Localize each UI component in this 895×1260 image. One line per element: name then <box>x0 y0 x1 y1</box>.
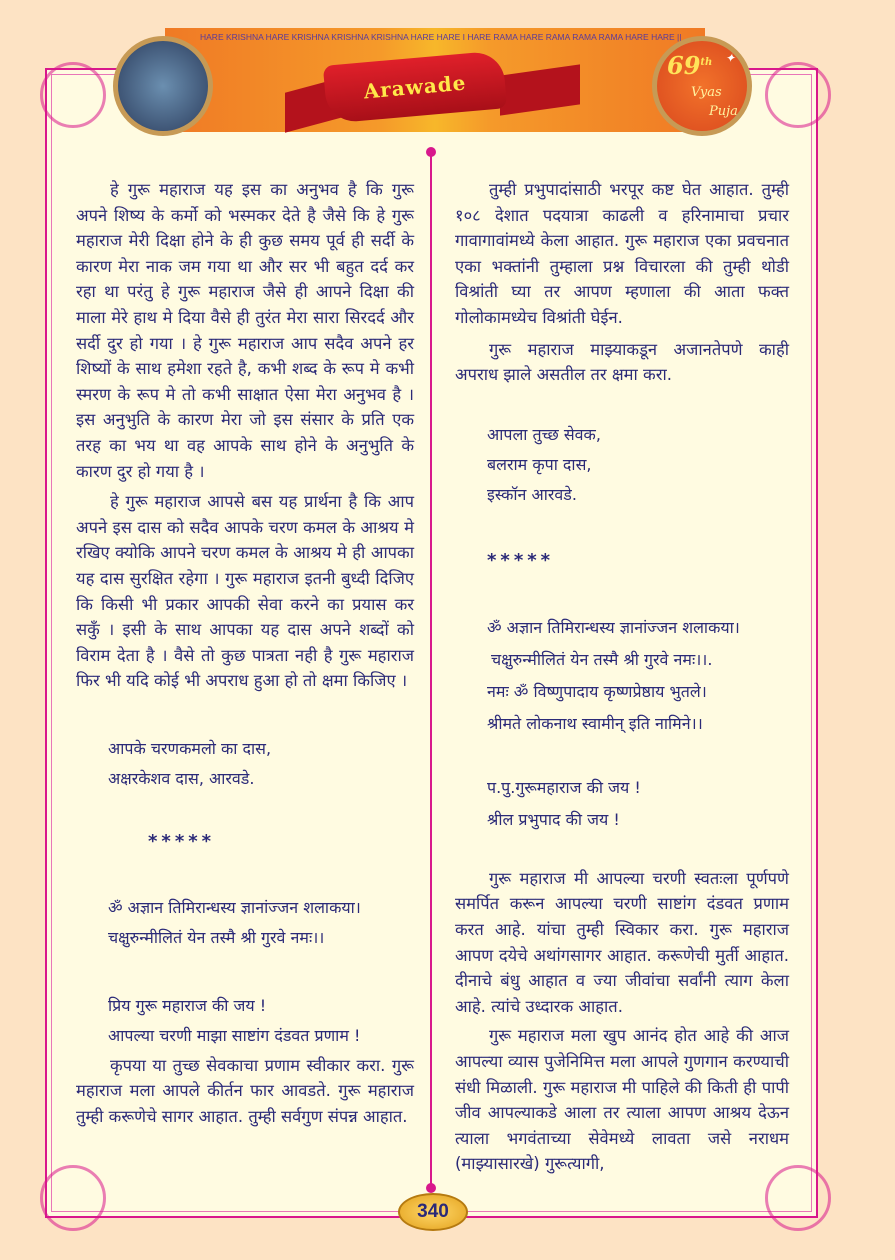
divider-dot <box>426 1183 436 1193</box>
right-signature-line: बलराम कृपा दास, <box>487 454 592 474</box>
right-signature-line: आपला तुच्छ सेवक, <box>487 424 601 444</box>
right-mantra-line: नमः ॐ विष्णुपादाय कृष्णप्रेष्ठाय भुतले। <box>487 681 707 701</box>
right-closing-line: श्रील प्रभुपाद की जय ! <box>487 809 620 829</box>
left-final-paragraph: कृपया या तुच्छ सेवकाचा प्रणाम स्वीकार करा. गुरू महाराज मला आपले कीर्तन फार आवडते. गुरू महाराज तुम्ही करूणेचे सागर आहात. तुम्ही सर्वगुण संपन्न आहात. <box>76 1055 414 1127</box>
right-final-paragraph-2: गुरू महाराज मला खुप आनंद होत आहे की आज आपल्या व्यास पुजेनिमित्त मला आपले गुणगान करण्याची संधी मिळाली. गुरू महाराज मी पाहिले की किती ही पापी जीव आपल्याकडे आला तर त्याला आपण आश्रय देऊन त्याला भगवंताच्या सेवेमध्ये लावता जसे नराधम (माझ्यासारखे) गुरूत्यागी, <box>455 1026 789 1174</box>
right-final-paragraph-1: गुरू महाराज मी आपल्या चरणी स्वतःला पूर्णपणे समर्पित करून आपल्या चरणी साष्टांग दंडवत प्रणाम करत आहे. यांचा तुम्ही स्विकार करा. गुरू महाराज आपण दयेचे अथांगसागर आहात. करूणेची मुर्ती आहात. दीनाचे बंधु आहात व ज्या जीवांचा सर्वांनी त्याग केला आहे. त्यांचे उध्दारक आहात. <box>455 868 789 1016</box>
badge-suffix: th <box>700 57 713 68</box>
badge-number-text: 69 <box>667 51 701 80</box>
left-closing-line: आपल्या चरणी माझा साष्टांग दंडवत प्रणाम ! <box>108 1025 361 1045</box>
divider-dot <box>426 147 436 157</box>
deity-medallion-image <box>113 36 213 136</box>
vyas-puja-badge <box>652 36 752 136</box>
corner-ornament <box>765 62 831 128</box>
badge-line2: Puja <box>709 104 738 119</box>
right-paragraph-1: तुम्ही प्रभुपादांसाठी भरपूर कष्ट घेत आहात. तुम्ही १०८ देशात पदयात्रा काढली व हरिनामाचा प्रचार गावागावांमध्ये केला आहात. गुरू महाराज एका प्रवचनात एका भक्तांनी तुम्हाला प्रश्न विचारला की तुम्ही थोडी विश्रांती घ्या तर आपण म्हणाला की आता फक्त गोलोकामध्येच विश्रांती घेईन. <box>455 180 789 327</box>
right-mantra-line: ॐ अज्ञान तिमिरान्धस्य ज्ञानांज्जन शलाकया। <box>487 617 740 637</box>
corner-ornament <box>40 62 106 128</box>
right-stars-separator: ***** <box>487 549 555 571</box>
sparkle-icon: ✦ <box>725 51 736 65</box>
left-closing-line: प्रिय गुरू महाराज की जय ! <box>108 995 267 1015</box>
right-mantra-line: श्रीमते लोकनाथ स्वामीन् इति नामिने।। <box>487 713 703 733</box>
badge-number <box>667 49 712 80</box>
right-paragraph-2: गुरू महाराज माझ्याकडून अजानतेपणे काही अपराध झाले असतील तर क्षमा करा. <box>455 339 789 385</box>
right-mantra-line: चक्षुरुन्मीलितं येन तस्मै श्री गुरवे नमः।।. <box>491 649 713 669</box>
left-paragraph-2: हे गुरू महाराज आपसे बस यह प्रार्थना है कि आप अपने इस दास को सदैव आपके चरण कमल के आश्रय मे रखिए क्योकि आपने चरण कमल के आश्रय मे ही आपका यह दास सुरक्षित रहेगा । गुरू महाराज इतनी बुध्दी दिजिए कि किसी भी प्रकार आपकी सेवा करने का प्रयास कर सकुँ । इसी के साथ आपका यह दास अपने शब्दों को विराम देता है । वैसे तो कुछ पात्रता नही है गुरू महाराज फिर भी यदि कोई भी अपराध हुआ हो तो क्षमा किजिए । <box>76 492 414 691</box>
left-mantra-line: चक्षुरुन्मीलितं येन तस्मै श्री गुरवे नमः।। <box>108 927 325 947</box>
header-title: Arawade <box>362 70 468 104</box>
left-stars-separator: ***** <box>148 830 216 852</box>
left-paragraph-1: हे गुरू महाराज यह इस का अनुभव है कि गुरू अपने शिष्य के कर्मो को भस्मकर देते है जैसे कि हे गुरू महाराज मेरी दिक्षा होने के ही कुछ समय पूर्व ही सर्दी के कारण मेरा नाक जम गया था और सर भी बहुत दर्द कर रहा था परंतु हे गुरू महाराज जैसे ही आपने दिक्षा की माला मेरे हाथ मे दिया वैसे ही तुरंत मेरा सारा सिरदर्द और सर्दी दुर हो गया । हे गुरू महाराज आप सदैव अपने हर शिष्यों के साथ हमेशा रहते है, कभी शब्द के रूप मे कभी स्मरण के रूप मे तो कभी साक्षात ऐसा मेरा अनुभव है । इस अनुभुति के कारण मेरा जो इस संसार के प्रति एक तरह का भय था वह आपके साथ होने के अनुभुति के कारण दुर हो गया है । <box>76 180 414 481</box>
left-mantra-line: ॐ अज्ञान तिमिरान्धस्य ज्ञानांज्जन शलाकया। <box>108 897 361 917</box>
right-closing-line: प.पु.गुरूमहाराज की जय ! <box>487 777 641 797</box>
left-signature-line: अक्षरकेशव दास, आरवडे. <box>108 768 255 788</box>
corner-ornament <box>40 1165 106 1231</box>
right-column <box>455 177 789 1177</box>
header-chant: HARE KRISHNA HARE KRISHNA KRISHNA KRISHNA HARE HARE I HARE RAMA HARE RAMA RAMA RAMA HARE HARE || <box>200 32 682 42</box>
left-column <box>76 177 414 1130</box>
right-signature-line: इस्कॉन आरवडे. <box>487 484 577 504</box>
page-number: 340 <box>398 1193 468 1231</box>
left-signature-line: आपके चरणकमलो का दास, <box>108 738 272 758</box>
column-divider <box>430 152 432 1187</box>
badge-line1: Vyas <box>691 85 722 100</box>
